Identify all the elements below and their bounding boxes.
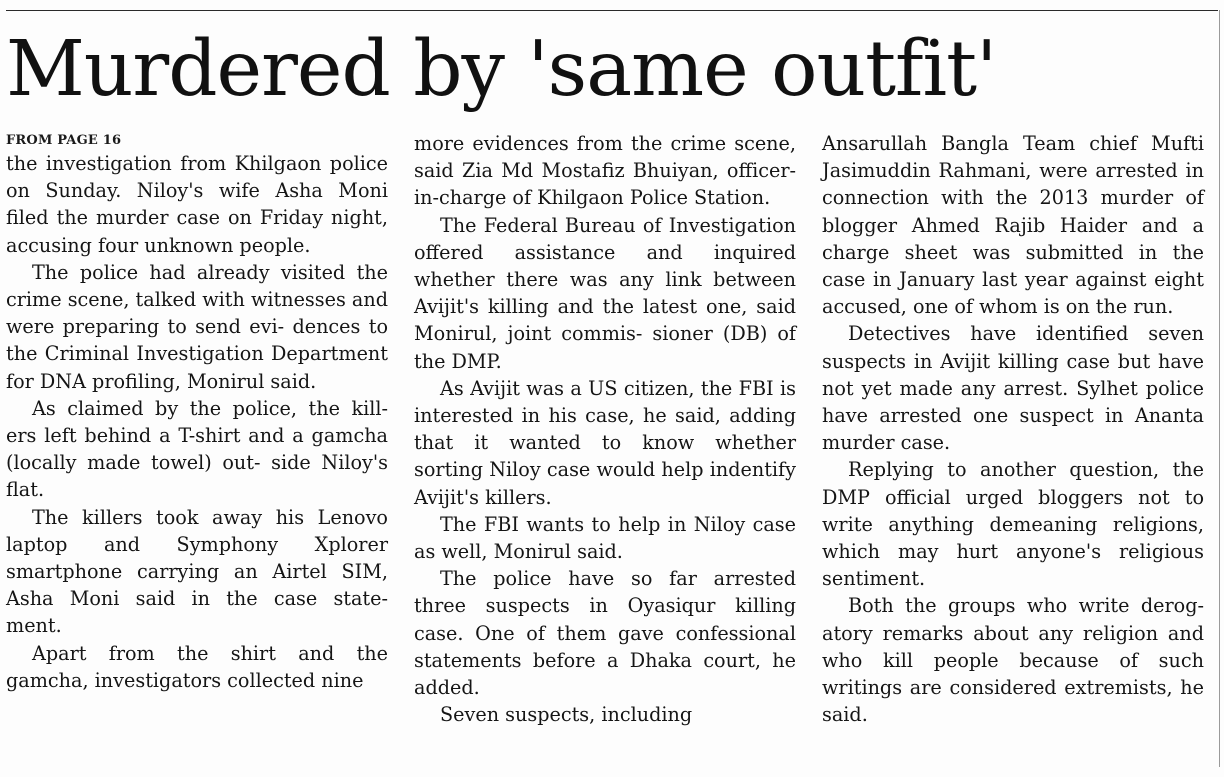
paragraph: Apart from the shirt and the gamcha, investigators collected nine: [6, 641, 388, 692]
paragraph: Ansarullah Bangla Team chief Mufti Jasimuddin Rahmani, were arrested in connection with the 2013 murder of blogger Ahmed Rajib Haider and a charge sheet was submitted in the case in January last year against eight accused, one of whom is on the run.: [822, 132, 1204, 319]
paragraph: Detectives have identified seven suspects in Avijit killing case but have not yet made any arrest. Sylhet police have arrested one suspect in Ananta murder case.: [822, 322, 1204, 455]
article-body: [6, 130, 1212, 770]
headline: Murdered by 'same outfit': [6, 25, 997, 114]
jump-label: FROM PAGE 16: [6, 133, 122, 148]
column-3: [822, 130, 1204, 728]
paragraph: The FBI wants to help in Niloy case as well, Monirul said.: [414, 512, 796, 564]
paragraph: As Avijit was a US citizen, the FBI is interested in his case, he said, adding that it wanted to know whether sorting Niloy case would help indentify Avijit's killers.: [414, 376, 796, 509]
paragraph: As claimed by the police, the kill- ers left behind a T-shirt and a gamcha (locally made towel) out- side Niloy's flat.: [6, 396, 388, 502]
paragraph: The police have so far arrested three suspects in Oyasiqur killing case. One of them gave confessional statements before a Dhaka court, he added.: [414, 567, 796, 700]
paragraph: The Federal Bureau of Investigation offered assistance and inquired whether there was any link between Avijit's killing and the latest one, said Monirul, joint commis- sioner (DB) of the DMP.: [414, 213, 796, 373]
paragraph: Replying to another question, the DMP official urged bloggers not to write anything demeaning religions, which may hurt anyone's religious sentiment.: [822, 458, 1204, 591]
top-rule: [6, 10, 1218, 11]
paragraph: more evidences from the crime scene, said Zia Md Mostafiz Bhuiyan, officer-in-charge of Khilgaon Police Station.: [414, 132, 796, 210]
column-1: [6, 130, 388, 694]
paragraph: the investigation from Khilgaon police on Sunday. Niloy's wife Asha Moni filed the murder case on Friday night, accusing four unknown people.: [6, 152, 388, 257]
right-border-rule: [1219, 10, 1220, 767]
paragraph: The police had already visited the crime scene, talked with witnesses and were preparing to send evi- dences to the Criminal Investigation Department for DNA profiling, Monirul said.: [6, 260, 388, 393]
paragraph: Seven suspects, including: [440, 703, 693, 727]
paragraph: The killers took away his Lenovo laptop and Symphony Xplorer smartphone carrying an Airtel SIM, Asha Moni said in the case state- ment.: [6, 505, 388, 638]
paragraph: Both the groups who write derog- atory remarks about any religion and who kill people because of such writings are considered extremists, he said.: [822, 594, 1204, 727]
column-2: [414, 130, 796, 728]
